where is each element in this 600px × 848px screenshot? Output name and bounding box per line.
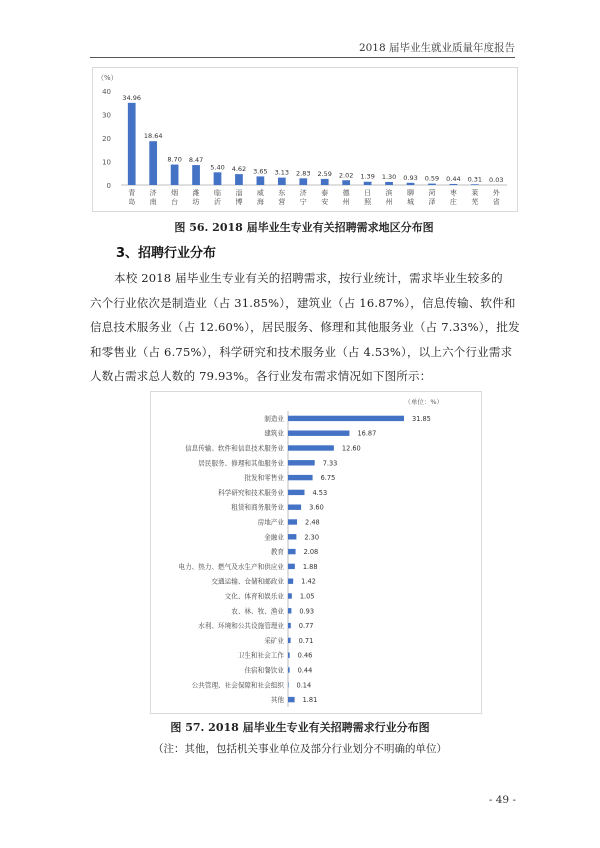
x-tick-label: 台 [171,198,179,206]
header-rule [90,57,515,58]
bar-交通运输、仓储和邮政业 [288,579,293,584]
category-label: 水利、环境和公共设施管理业 [198,622,284,631]
bar-滨州 [385,182,393,185]
data-label: 1.39 [360,172,375,181]
category-label: 金融业 [264,533,284,542]
data-label: 0.46 [297,651,313,660]
category-label: 信息传输、软件和信息技术服务业 [185,444,284,453]
data-label: 0.44 [446,174,461,183]
report-header-title: 2018 届毕业生就业质量年度报告 [358,42,515,54]
category-label: 农、林、牧、渔业 [231,607,284,616]
bar-青岛 [128,103,136,185]
bar-公共管理、社会保障和社会组织 [288,682,289,687]
x-tick-label: 泰 [321,189,329,197]
data-label: 0.31 [467,175,483,184]
bar-教育 [288,549,296,554]
bar-潍坊 [192,165,200,185]
x-tick-label: 州 [385,198,393,206]
region-bar-chart-svg [93,68,517,211]
bar-水利、环境和公共设施管理业 [288,623,291,628]
section-title: 3、招聘行业分布 [116,246,217,261]
category-label: 租赁和商务服务业 [231,503,284,512]
category-label: 教育 [270,548,284,557]
data-label: 4.62 [231,165,247,174]
bar-农、林、牧、渔业 [288,608,291,613]
data-label: 0.71 [298,636,314,645]
bar-莱芜 [471,184,479,185]
bar-淄博 [235,174,243,185]
category-label: 建筑业 [264,429,284,438]
category-label: 采矿业 [264,636,284,645]
category-label: 住宿和餐饮业 [244,666,284,675]
y-tick-label: 10 [102,158,111,167]
bar-威海 [257,176,265,185]
bar-科学研究和技术服务业 [288,490,304,495]
data-label: 0.93 [299,607,315,616]
bar-德州 [342,180,350,185]
bar-聊城 [407,183,415,185]
data-label: 3.60 [309,503,324,512]
x-tick-label: 南 [149,198,157,206]
bar-济南 [149,141,157,185]
x-tick-label: 聊 [407,189,414,197]
x-tick-label: 芜 [471,198,479,206]
data-label: 1.30 [381,172,397,181]
data-label: 7.33 [322,459,338,468]
category-label: 文化、体育和娱乐业 [224,592,284,601]
data-label: 2.83 [296,169,311,178]
x-tick-label: 烟 [171,189,179,197]
category-label: 交通运输、仓储和邮政业 [211,577,284,586]
data-label: 2.59 [317,169,332,178]
paragraph-line: 和零售业（占 6.75%），科学研究和技术服务业（占 4.53%），以上六个行业需求 [90,344,513,359]
x-tick-label: 潍 [192,189,200,197]
x-tick-label: 照 [364,198,372,206]
x-tick-label: 滨 [385,189,393,197]
bar-制造业 [288,416,404,421]
figure-56-caption: 图 56. 2018 届毕业生专业有关招聘需求地区分布图 [174,221,434,234]
bar-居民服务、修理和其他服务业 [288,460,315,465]
paragraph-line: 本校 2018 届毕业生专业有关的招聘需求，按行业统计，需求毕业生较多的 [114,271,503,285]
category-label: 电力、热力、燃气及水生产和供应业 [178,562,284,571]
bar-信息传输、软件和信息技术服务业 [288,445,334,450]
data-label: 3.13 [274,168,290,177]
bar-租赁和商务服务业 [288,505,301,510]
y-tick-label: 20 [102,135,111,143]
data-label: 1.88 [302,562,318,571]
data-label: 4.53 [312,488,328,497]
data-label: 1.05 [299,592,315,601]
bar-临沂 [214,172,222,185]
data-label: 12.60 [341,444,361,453]
data-label: 8.70 [167,155,182,164]
bar-房地产业 [288,519,297,524]
data-label: 0.59 [424,174,440,183]
bar-文化、体育和娱乐业 [288,593,292,598]
data-label: 18.64 [143,132,163,141]
x-tick-label: 博 [235,198,243,206]
bar-日照 [364,182,372,185]
x-tick-label: 宁 [299,198,307,206]
x-tick-label: 外 [492,189,500,197]
data-label: 16.87 [357,429,377,438]
x-tick-label: 莱 [471,189,479,197]
bar-采矿业 [288,638,291,643]
industry-bar-chart-svg [151,392,481,713]
bar-其他 [288,697,295,702]
data-label: 8.47 [188,156,204,165]
y-tick-label: 0 [106,182,111,190]
y-tick-label: 40 [102,88,111,96]
region-distribution-chart [92,67,518,212]
category-label: 其他 [270,696,284,705]
page-number: - 49 - [488,794,516,806]
x-tick-label: 沂 [214,198,221,206]
bar-泰安 [321,179,329,185]
x-tick-label: 坊 [192,198,200,206]
data-label: 2.30 [304,533,320,542]
data-label: 1.42 [301,577,316,586]
x-tick-label: 城 [407,198,414,206]
x-tick-label: 淄 [235,189,243,197]
x-tick-label: 济 [299,189,307,197]
x-tick-label: 日 [364,189,372,197]
paragraph-line: 六个行业依次是制造业（占 31.85%），建筑业（占 16.87%），信息传输、软件和 [90,295,516,310]
paragraph-line: 信息技术服务业（占 12.60%），居民服务、修理和其他服务业（占 7.33%），批发 [90,320,520,334]
figure-57-caption: 图 57. 2018 届毕业生专业有关招聘需求行业分布图 [170,721,430,734]
figure-57-note: （注：其他，包括机关事业单位及部分行业划分不明确的单位） [153,743,447,755]
x-tick-label: 海 [256,198,264,206]
bar-济宁 [299,178,307,185]
x-tick-label: 德 [342,189,350,197]
x-tick-label: 威 [256,189,264,197]
data-label: 1.81 [302,696,318,705]
category-label: 公共管理、社会保障和社会组织 [191,681,284,690]
bar-卫生和社会工作 [288,653,290,658]
x-tick-label: 庄 [449,198,457,206]
bar-枣庄 [450,184,458,185]
x-tick-label: 青 [128,189,136,197]
data-label: 0.44 [297,666,313,675]
x-tick-label: 泽 [428,198,436,206]
x-tick-label: 营 [278,198,286,206]
x-tick-label: 省 [492,198,500,206]
category-label: 房地产业 [257,518,284,527]
data-label: 31.85 [412,414,431,423]
bar-住宿和餐饮业 [288,667,290,672]
x-tick-label: 济 [149,189,157,197]
bar-菏泽 [428,184,436,185]
industry-distribution-chart [150,391,482,714]
bar-东营 [278,178,286,185]
data-label: 0.14 [296,681,312,690]
x-tick-label: 安 [321,198,329,206]
data-label: 3.65 [253,167,268,176]
data-label: 0.77 [298,622,314,631]
data-label: 5.40 [210,163,225,172]
unit-label: （单位：%） [404,398,443,406]
x-tick-label: 岛 [128,198,136,206]
x-tick-label: 东 [278,189,286,197]
bar-批发和零售业 [288,475,313,480]
body-paragraph [90,266,520,389]
data-label: 2.48 [305,518,320,527]
x-tick-label: 枣 [449,189,457,197]
data-label: 6.75 [320,474,336,483]
data-label: 0.03 [489,175,504,184]
bar-建筑业 [288,431,349,436]
x-tick-label: 菏 [428,189,436,197]
y-unit-label: （%） [97,74,118,82]
category-label: 卫生和社会工作 [237,651,284,660]
bar-电力、热力、燃气及水生产和供应业 [288,564,295,569]
category-label: 居民服务、修理和其他服务业 [198,459,284,468]
paragraph-line: 人数占需求总人数的 79.93%。各行业发布需求情况如下图所示： [90,369,432,383]
data-label: 2.08 [303,548,319,557]
data-label: 34.96 [122,93,142,102]
bar-烟台 [171,165,179,185]
data-label: 0.93 [403,173,418,182]
x-tick-label: 州 [342,198,350,206]
y-tick-label: 30 [102,111,111,120]
data-label: 2.02 [338,171,354,180]
category-label: 制造业 [264,414,284,423]
category-label: 科学研究和技术服务业 [218,488,284,497]
category-label: 批发和零售业 [244,474,284,483]
bar-金融业 [288,534,296,539]
x-tick-label: 临 [214,189,221,197]
